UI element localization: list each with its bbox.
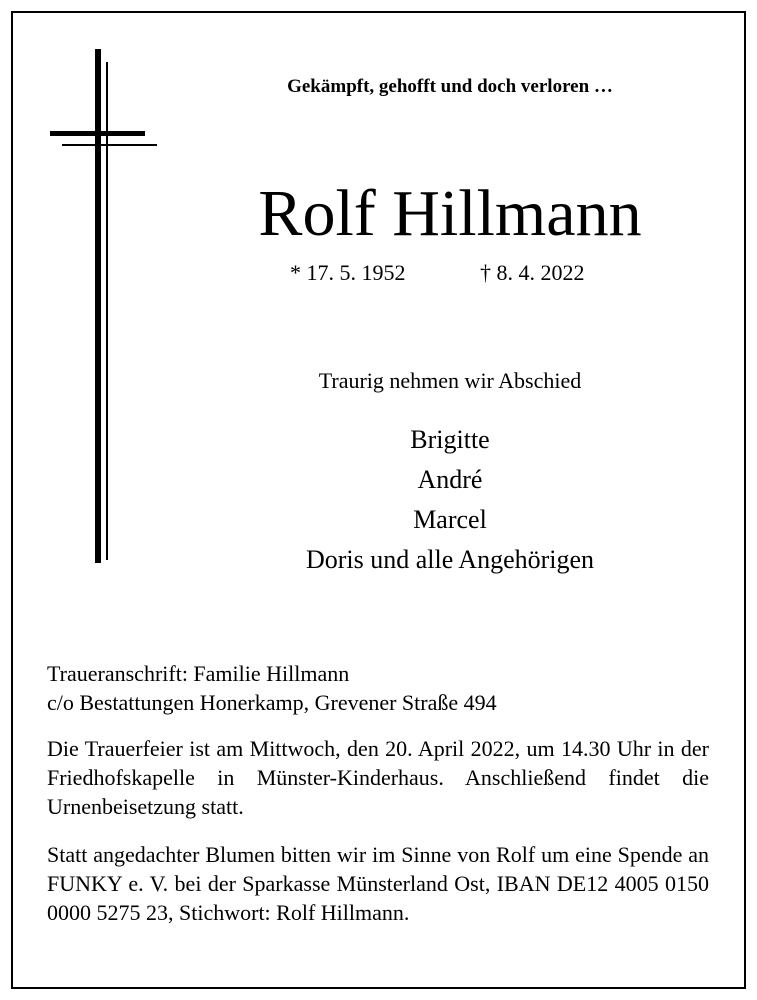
birth-date: * 17. 5. 1952 xyxy=(290,260,406,285)
mourning-address xyxy=(47,659,717,717)
deceased-name: Rolf Hillmann xyxy=(258,177,642,250)
survivor-name: Doris und alle Angehörigen xyxy=(305,545,595,574)
address-line: Traueranschrift: Familie Hillmann xyxy=(47,661,350,686)
survivor-name: Brigitte xyxy=(410,425,490,454)
motto: Gekämpft, gehofft und doch verloren … xyxy=(287,76,613,97)
address-line: c/o Bestattungen Honerkamp, Grevener Straße 494 xyxy=(47,690,497,715)
mourning-line: Traurig nehmen wir Abschied xyxy=(318,368,582,393)
survivor-name: André xyxy=(417,465,483,494)
donation-info: Statt angedachter Blumen bitten wir im Sinne von Rolf um eine Spende an FUNKY e. V. bei der Sparkasse Münsterland Ost, IBAN DE12 4005 0150 0000 5275 23, Stichwort: Rolf Hillmann. xyxy=(47,842,709,925)
service-info: Die Trauerfeier ist am Mittwoch, den 20. April 2022, um 14.30 Uhr in der Friedhofskapelle in Münster-Kinderhaus. Anschließend findet die Urnenbeisetzung statt. xyxy=(47,736,709,819)
survivors-list xyxy=(190,420,710,580)
death-date: † 8. 4. 2022 xyxy=(480,260,585,285)
survivor-name: Marcel xyxy=(413,505,487,534)
